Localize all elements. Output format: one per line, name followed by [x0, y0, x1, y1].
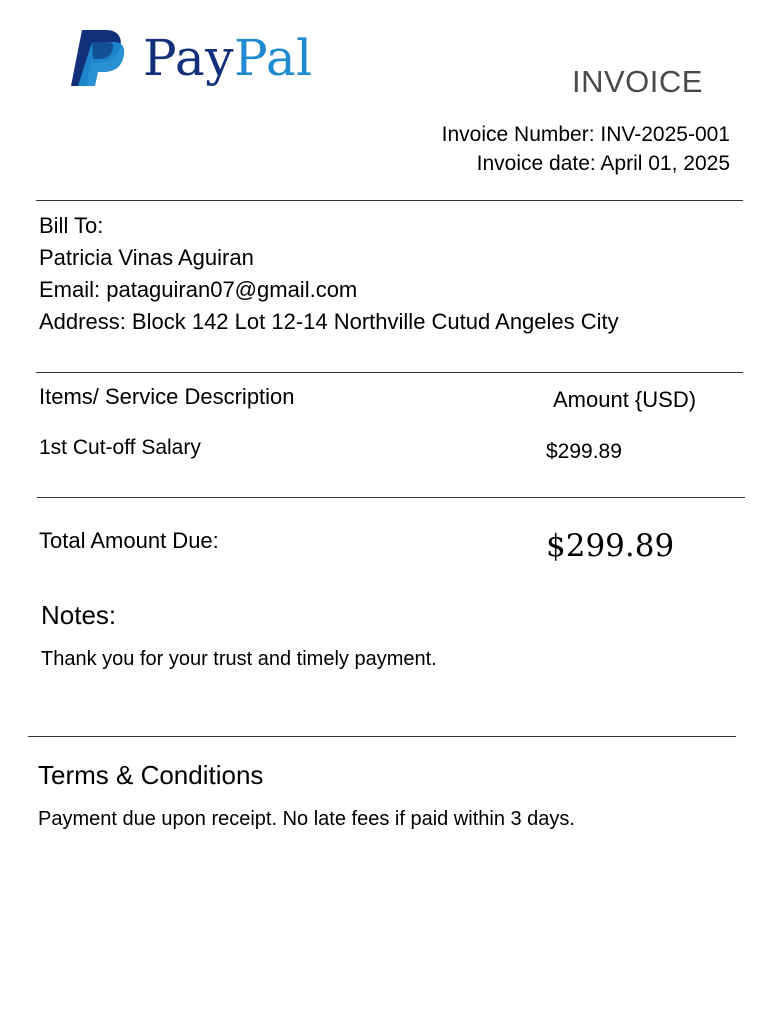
paypal-logo-icon — [68, 28, 126, 88]
invoice-number: Invoice Number: INV-2025-001 — [441, 123, 730, 146]
bill-to-name: Patricia Vinas Aguiran — [39, 245, 254, 270]
invoice-heading: INVOICE — [572, 64, 703, 99]
notes-heading: Notes: — [41, 600, 117, 630]
terms-heading: Terms & Conditions — [38, 760, 264, 790]
total-label: Total Amount Due: — [39, 528, 219, 553]
divider-items-top — [36, 372, 743, 373]
bill-to-email: Email: pataguiran07@gmail.com — [39, 277, 358, 302]
wordmark-pay: Pay — [143, 29, 234, 87]
item-amount: $299.89 — [546, 440, 622, 463]
item-description: 1st Cut-off Salary — [39, 436, 201, 459]
bill-to-address: Address: Block 142 Lot 12-14 Northville Cutud Angeles City — [39, 309, 619, 334]
notes-body: Thank you for your trust and timely payment. — [41, 648, 437, 670]
paypal-wordmark — [143, 28, 313, 88]
bill-to-heading: Bill To: — [39, 213, 104, 238]
items-amount-header: Amount {USD) — [553, 387, 697, 412]
items-description-header: Items/ Service Description — [39, 384, 295, 409]
total-value: $299.89 — [546, 528, 675, 564]
wordmark-pal: Pal — [233, 29, 313, 87]
divider-terms — [28, 736, 736, 737]
invoice-date: Invoice date: April 01, 2025 — [476, 152, 730, 175]
divider-top — [36, 200, 743, 201]
terms-body: Payment due upon receipt. No late fees if paid within 3 days. — [38, 808, 575, 830]
divider-items-bottom — [37, 497, 745, 498]
